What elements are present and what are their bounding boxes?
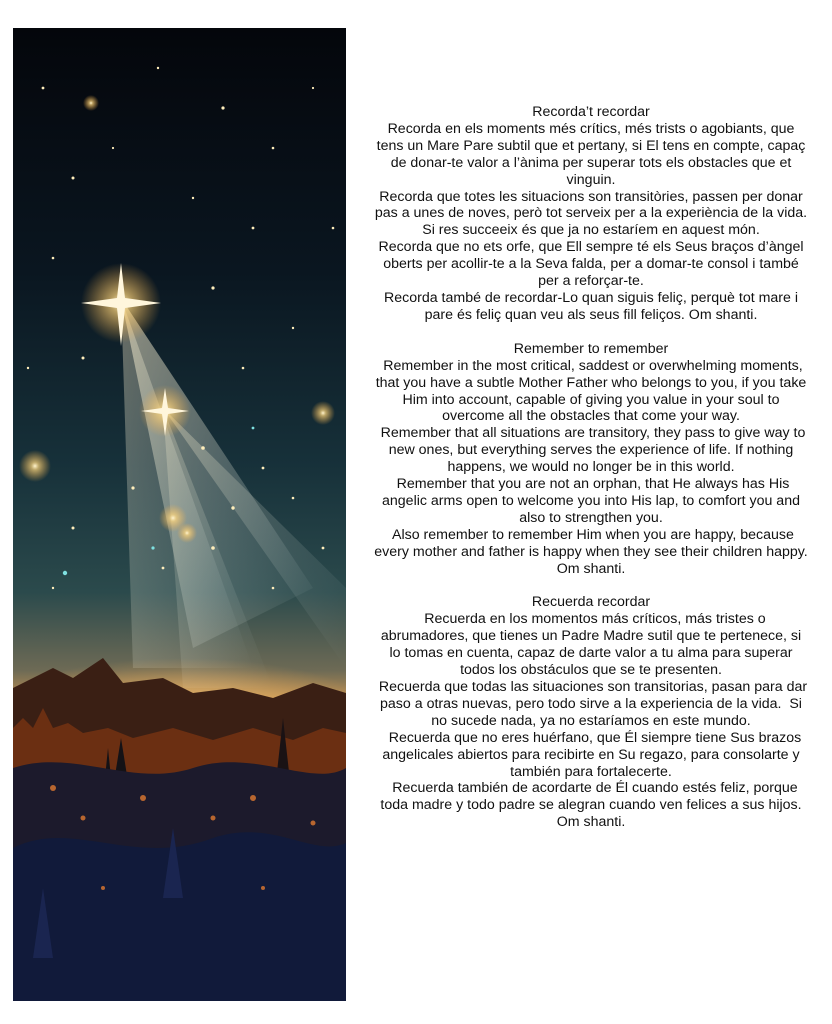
paragraph: Recorda que totes les situacions son transitòries, passen per donar pas a unes de noves, però tot serveix per a la experiència de la vida. Si res succeeix és que ja no estaríem en aquest món. — [374, 188, 812, 239]
paragraph: Recuerda en los momentos más críticos, más tristes o abrumadores, que tienes un Padre Madre sutil que te pertenece, si lo tomas en cuenta, capaz de darte valor a tu alma para superar todos los obstáculos que se te presenten. — [380, 611, 806, 679]
paragraph: Recuerda también de acordarte de Él cuando estés feliz, porque toda madre y todo padre se alegran cuando ven felices a sus hijos. Om shanti. — [380, 780, 810, 831]
paragraph: Remember in the most critical, saddest or overwhelming moments, that you have a subtle Mother Father who belongs to you, if you take Him into account, capable of giving you value in your soul to overcome all the obstacles that come your way. — [375, 357, 811, 425]
section-title-english: Remember to remember — [513, 340, 669, 357]
paragraph: Remember that you are not an orphan, that He always has His angelic arms open to welcome you into His lap, to comfort you and also to strengthen you. — [382, 476, 804, 526]
paragraph: Recorda també de recordar-Lo quan siguis feliç, perquè tot mare i pare és feliç quan veu als seus fill feliços. Om shanti. — [383, 289, 802, 323]
paragraph: Also remember to remember Him when you are happy, because every mother and father is happy when they see their children happy. Om shanti. — [374, 526, 816, 577]
section-title-spanish: Recuerda recordar — [531, 594, 651, 611]
paragraph: Recorda que no ets orfe, que Ell sempre té els Seus braços d’àngel oberts per acollir-te a la Seva falda, per a domar-te consol i també per a reforçar-te. — [378, 239, 808, 290]
paragraph: Recorda en els moments més crítics, més trists o agobiants, que tens un Mare Pare subtil que et pertany, si El tens en compte, capaç de donar-te valor a l’ànima per superar tots els obstacles que et vinguin. — [376, 120, 810, 188]
section-english — [374, 340, 816, 578]
section-catalan — [374, 104, 812, 324]
poem-text-column — [374, 104, 816, 848]
paragraph: Recuerda que todas las situaciones son transitorias, pasan para dar paso a otras nuevas, pero todo sirve a la experiencia de la vida. Si no sucede nada, ya no estaríamos en este mundo. — [374, 679, 812, 729]
paragraph: Remember that all situations are transitory, they pass to give way to new ones, but everything serves the experience of life. If nothing happens, we would no longer be in this world. — [376, 425, 810, 476]
section-spanish — [374, 594, 812, 831]
section-title-catalan: Recorda’t recordar — [532, 104, 650, 120]
starry-night-image — [13, 28, 346, 1001]
paragraph: Recuerda que no eres huérfano, que Él siempre tiene Sus brazos angelicales abiertos para recibirte en Su regazo, para consolarte y también para fortalecerte. — [380, 729, 806, 780]
